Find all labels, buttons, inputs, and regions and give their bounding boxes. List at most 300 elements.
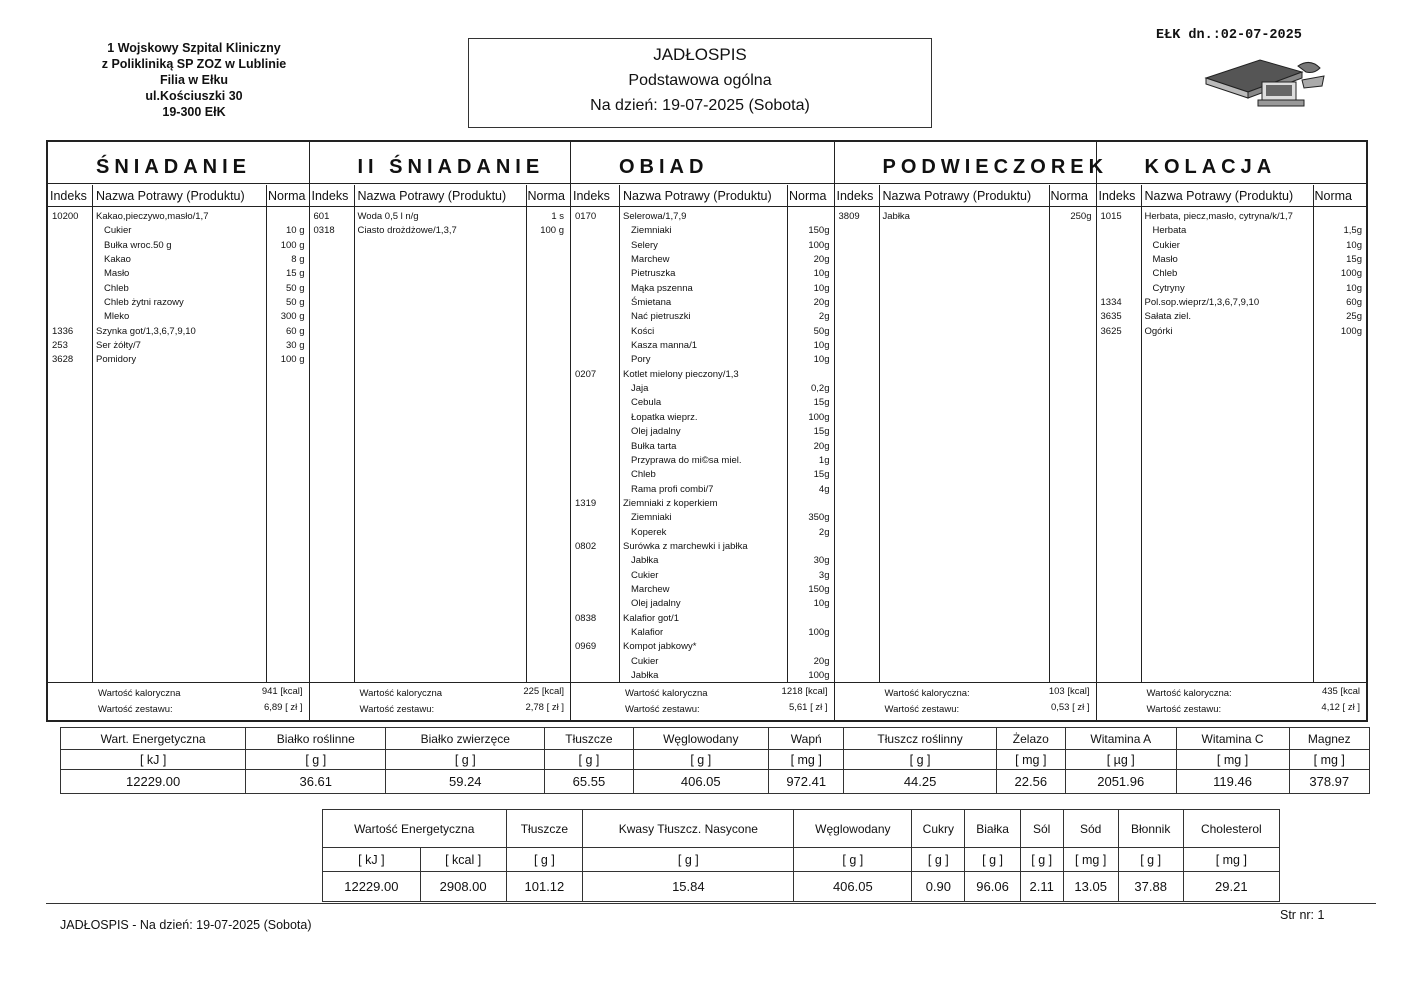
column-divider [879,185,880,682]
bottom-divider [46,903,1376,904]
item-index: 601 [313,211,330,222]
item-name: Kalafior got/1 [623,612,679,624]
item-norm: 3g [818,569,830,581]
item-name: Kasza manna/1 [631,340,698,352]
item-name: Mąka pszenna [631,282,693,294]
nutrition1-units [61,750,1370,770]
list-item [310,210,571,224]
item-name: Ogórki [1144,325,1173,337]
item-index: 1336 [52,325,74,337]
list-item [571,640,834,654]
list-item [571,626,834,640]
list-item [48,267,309,281]
hospital-line: Filia w Ełku [159,73,229,87]
meal-sniadanie [48,142,310,720]
item-norm: 50 g [286,297,305,309]
column-headers [1097,185,1366,207]
item-norm: 300 g [280,311,305,323]
nutrient-unit: [ g ] [633,750,768,770]
nutrient-unit: [ g ] [583,848,794,872]
list-item [1097,310,1366,324]
item-norm: 60g [1346,297,1362,309]
item-name: Cebula [631,397,662,409]
header-norm: Norma [1050,189,1089,203]
item-name: Olej jadalny [631,426,681,438]
item-norm: 150g [808,583,830,595]
item-norm: 20g [813,254,830,266]
item-norm: 2g [818,526,830,538]
cost-value: 4,12 [ zł ] [1321,702,1360,713]
list-item [1097,224,1366,238]
calorie-label: Wartość kaloryczna [625,688,708,699]
item-norm: 10g [813,340,830,352]
meal-obiad [571,142,835,720]
list-item [571,210,834,224]
nutrient-value: 12229.00 [61,770,246,794]
nutrient-unit: [ µg ] [1065,750,1176,770]
nutrient-unit: [ mg ] [1289,750,1369,770]
nutrient-value: 37.88 [1118,872,1183,902]
item-index: 10200 [52,211,79,222]
column-headers [310,185,571,207]
item-name: Ziemniaki [631,512,672,524]
list-item [571,440,834,454]
item-name: Ziemniaki [631,225,672,237]
nutrient-header: Tłuszcz roślinny [844,728,996,750]
item-name: Surówka z marchewki i jabłka [623,540,748,552]
nutrient-unit: [ g ] [506,848,583,872]
nutrient-value: 36.61 [246,770,386,794]
list-item [571,569,834,583]
item-norm: 10g [813,268,830,280]
calorie-value: 435 [kcal [1321,686,1360,697]
list-item [1097,296,1366,310]
calorie-label: Wartość kaloryczna: [1146,688,1232,699]
list-item [571,540,834,554]
calorie-value: 225 [kcal] [523,686,564,697]
menu-date: Na dzień: 19-07-2025 (Sobota) [590,97,810,114]
nutrient-unit: [ kJ ] [323,848,421,872]
nutrient-unit: [ mg ] [769,750,844,770]
column-divider [526,185,527,682]
list-item [48,282,309,296]
item-name: Bułka tarta [631,440,677,452]
item-name: Chleb [104,282,129,294]
nutrient-unit: [ kJ ] [61,750,246,770]
list-item [1097,282,1366,296]
list-item [571,497,834,511]
cost-value: 2,78 [ zł ] [525,702,564,713]
nutrient-header: Błonnik [1118,810,1183,848]
nutrient-header: Węglowodany [633,728,768,750]
item-name: Pol.sop.wieprz/1,3,6,7,9,10 [1144,297,1260,309]
item-name: Śmietana [631,297,672,309]
header-norm: Norma [1314,189,1353,203]
item-name: Selery [631,239,658,251]
list-item [571,339,834,353]
item-name: Cytryny [1152,282,1185,294]
item-name: Sałata ziel. [1144,311,1191,323]
item-name: Herbata, piecz,masło, cytryna/k/1,7 [1144,211,1293,222]
nutrient-unit: [ g ] [912,848,965,872]
item-norm: 1,5g [1343,225,1362,237]
item-name: Kalafior [631,626,664,638]
nutrient-value: 13.05 [1063,872,1118,902]
item-name: Przyprawa do mi©sa miel. [631,454,742,466]
meal-summary [1097,682,1366,720]
print-date: EŁK dn.:02-07-2025 [1156,28,1302,43]
list-item [48,210,309,224]
cost-label: Wartość zestawu: [359,704,435,715]
meal-summary [48,682,309,720]
item-norm: 150g [808,225,830,237]
header-name: Nazwa Potrawy (Produktu) [1144,189,1294,203]
item-name: Koperek [631,526,667,538]
cost-value: 0,53 [ zł ] [1050,702,1090,713]
calorie-value: 941 [kcal] [261,686,303,697]
header-norm: Norma [789,189,827,203]
list-item [571,468,834,482]
item-norm: 50 g [286,282,305,294]
item-name: Ser żółty/7 [96,340,141,352]
nutrient-header: Magnez [1289,728,1369,750]
item-name: Ziemniaki z koperkiem [623,497,718,509]
cost-value: 5,61 [ zł ] [788,702,828,713]
item-name: Kompot jabkowy* [623,641,697,653]
nutrient-header: Białko zwierzęce [386,728,545,750]
list-item [571,224,834,238]
item-name: Cukier [631,655,659,667]
item-list [310,210,571,239]
item-norm: 100g [808,626,830,638]
calorie-label: Wartość kaloryczna: [884,688,970,699]
item-norm: 15g [1346,254,1362,266]
item-name: Rama profi combi/7 [631,483,714,495]
list-item [571,511,834,525]
cost-label: Wartość zestawu: [98,704,173,715]
list-item [571,296,834,310]
header-index: Indeks [1098,189,1136,203]
nutrient-value: 65.55 [545,770,633,794]
item-index: 3635 [1100,311,1122,323]
item-index: 0802 [575,540,597,552]
nutrient-unit: [ g ] [1118,848,1183,872]
nutrient-header: Tłuszcze [506,810,583,848]
column-headers [835,185,1096,207]
nutrient-unit: [ g ] [1020,848,1063,872]
item-name: Pietruszka [631,268,676,280]
nutrient-header: Cukry [912,810,965,848]
nutrient-value: 2.11 [1020,872,1063,902]
item-name: Kakao,pieczywo,masło/1,7 [96,211,209,222]
item-norm: 100g [1340,268,1362,280]
nutrient-unit: [ g ] [386,750,545,770]
cost-label: Wartość zestawu: [884,704,960,715]
nutrient-value: 29.21 [1183,872,1279,902]
calorie-label: Wartość kaloryczna [98,688,181,699]
meal-podwieczorek [835,142,1109,720]
item-norm: 8 g [291,254,305,266]
item-norm: 30 g [286,340,305,352]
list-item [571,353,834,367]
item-norm: 15g [813,397,830,409]
nutrient-value: 101.12 [506,872,583,902]
item-name: Masło [1152,254,1178,266]
item-index: 3625 [1100,325,1122,337]
nutrient-value: 2051.96 [1065,770,1176,794]
list-item [48,253,309,267]
nutrient-header: Kwasy Tłuszcz. Nasycone [583,810,794,848]
header-index: Indeks [311,189,349,203]
nutrient-unit: [ kcal ] [420,848,506,872]
item-name: Herbata [1152,225,1187,237]
item-name: Selerowa/1,7,9 [623,211,687,222]
meal-drugie-sniadanie [310,142,572,720]
calorie-value: 1218 [kcal] [781,686,828,697]
nutrient-unit: [ g ] [844,750,996,770]
item-norm: 60 g [286,325,305,337]
item-norm: 100 g [540,225,564,237]
item-norm: 10g [813,598,830,610]
item-index: 0969 [575,641,597,653]
item-norm: 100g [808,670,830,681]
nutrition1-values [61,770,1370,794]
item-norm: 15g [813,469,830,481]
nutrient-value: 59.24 [386,770,545,794]
list-item [571,368,834,382]
nutrient-header: Sól [1020,810,1063,848]
item-name: Łopatka wieprz. [631,411,698,423]
header-name: Nazwa Potrawy (Produktu) [882,189,1032,203]
list-item [571,253,834,267]
nutrient-value: 15.84 [583,872,794,902]
nutrition-table-1 [60,727,1370,794]
column-divider [1049,185,1050,682]
item-name: Woda 0,5 l n/g [357,211,419,222]
list-item [571,382,834,396]
nutrient-value: 972.41 [769,770,844,794]
list-item [48,296,309,310]
item-name: Pory [631,354,651,366]
nutrition2-values [323,872,1280,902]
list-item [571,239,834,253]
meal-title: OBIAD [571,142,834,184]
meal-title: II ŚNIADANIE [310,142,571,184]
item-name: Jabłka [631,670,659,681]
header-index: Indeks [50,189,87,203]
list-item [1097,267,1366,281]
item-norm: 1g [818,454,830,466]
nutrient-value: 12229.00 [323,872,421,902]
list-item [571,454,834,468]
item-name: Marchew [631,583,670,595]
item-norm: 4g [818,483,830,495]
nutrient-header: Białko roślinne [246,728,386,750]
nutrient-header: Witamina A [1065,728,1176,750]
item-index: 3809 [838,211,860,222]
nutrient-value: 406.05 [633,770,768,794]
list-item [1097,239,1366,253]
item-norm: 20g [813,440,830,452]
nutrient-value: 96.06 [965,872,1020,902]
item-name: Pomidory [96,354,137,366]
list-item [48,339,309,353]
nutrition1-headers [61,728,1370,750]
list-item [1097,210,1366,224]
item-list [571,210,834,683]
header-name: Nazwa Potrawy (Produktu) [623,189,772,203]
column-headers [48,185,309,207]
nutrient-value: 406.05 [794,872,912,902]
list-item [48,353,309,367]
nutrient-header: Wart. Energetyczna [61,728,246,750]
item-name: Jabłka [631,555,659,567]
item-name: Olej jadalny [631,598,681,610]
list-item [571,597,834,611]
header-index: Indeks [573,189,610,203]
item-norm: 50g [813,325,830,337]
item-norm: 20g [813,655,830,667]
item-name: Chleb [1152,268,1178,280]
item-name: Cukier [104,225,132,237]
meal-summary [571,682,834,720]
item-norm: 100g [1340,325,1362,337]
nutrition2-units [323,848,1280,872]
nutrient-value: 22.56 [996,770,1065,794]
item-name: Chleb żytni razowy [104,297,184,309]
nutrient-header: Tłuszcze [545,728,633,750]
item-list [48,210,309,368]
list-item [571,267,834,281]
nutrient-unit: [ g ] [545,750,633,770]
calorie-label: Wartość kaloryczna [359,688,443,699]
item-index: 3628 [52,354,74,366]
hospital-line: ul.Kościuszki 30 [145,89,243,103]
item-name: Bułka wroc.50 g [104,239,172,251]
item-name: Kakao [104,254,131,266]
item-name: Masło [104,268,130,280]
list-item [1097,325,1366,339]
cost-label: Wartość zestawu: [1146,704,1222,715]
meal-title: PODWIECZOREK [835,142,1096,184]
item-norm: 20g [813,297,830,309]
meal-summary [310,682,571,720]
list-item [571,396,834,410]
item-norm: 0,2g [811,383,830,395]
nutrient-header: Żelazo [996,728,1065,750]
item-name: Chleb [631,469,656,481]
item-name: Kości [631,325,655,337]
item-norm: 15g [813,426,830,438]
nutrient-value: 2908.00 [420,872,506,902]
list-item [48,325,309,339]
item-norm: 25g [1346,311,1362,323]
column-divider [354,185,355,682]
nutrient-value: 0.90 [912,872,965,902]
item-norm: 100 g [280,239,305,251]
item-norm: 350g [808,512,830,524]
list-item [571,612,834,626]
item-list [1097,210,1366,339]
nutrient-unit: [ mg ] [1183,848,1279,872]
item-norm: 15 g [286,268,305,280]
list-item [571,310,834,324]
cost-label: Wartość zestawu: [625,704,700,715]
item-name: Szynka got/1,3,6,7,9,10 [96,325,196,337]
list-item [571,325,834,339]
page-footer-title: JADŁOSPIS - Na dzień: 19-07-2025 (Sobota) [60,918,312,932]
item-norm: 250g [1070,211,1092,222]
item-norm: 10g [813,354,830,366]
nutrition2-headers [323,810,1280,848]
item-index: 0838 [575,612,597,624]
hospital-line: z Polikliniką SP ZOZ w Lublinie [101,57,287,71]
list-item [571,655,834,669]
hospital-line: 1 Wojskowy Szpital Kliniczny [107,41,281,55]
list-item [571,282,834,296]
meal-title: ŚNIADANIE [48,142,309,184]
nutrient-header: Węglowodany [794,810,912,848]
item-norm: 10 g [286,225,305,237]
item-name: Marchew [631,254,670,266]
nutrient-value: 44.25 [844,770,996,794]
nutrient-header: Sód [1063,810,1118,848]
item-norm: 10g [813,282,830,294]
header-name: Nazwa Potrawy (Produktu) [96,189,245,203]
item-norm: 2g [818,311,830,323]
nutrient-unit: [ mg ] [996,750,1065,770]
nutrient-unit: [ g ] [965,848,1020,872]
calorie-value: 103 [kcal] [1048,686,1090,697]
nutrient-header: Witamina C [1176,728,1289,750]
list-item [48,224,309,238]
item-norm: 100 g [280,354,305,366]
header-norm: Norma [268,189,306,203]
document-title: JADŁOSPIS [653,45,747,64]
nutrient-unit: [ mg ] [1063,848,1118,872]
list-item [571,483,834,497]
item-index: 0170 [575,211,597,222]
diet-type: Podstawowa ogólna [628,72,772,89]
hospital-line: 19-300 EłK [162,105,226,119]
item-norm: 10g [1346,282,1362,294]
page-number: Str nr: 1 [1280,908,1325,922]
cost-value: 6,89 [ zł ] [263,702,303,713]
item-norm: 100g [808,239,830,251]
item-name: Jabłka [882,211,910,222]
item-name: Jaja [631,383,649,395]
item-name: Mleko [104,311,130,323]
title-box [468,38,932,128]
list-item [310,224,571,238]
item-index: 253 [52,340,68,352]
book-computer-logo-icon [1198,52,1328,112]
list-item [835,210,1096,224]
item-index: 0207 [575,368,597,380]
nutrient-header: Wartość Energetyczna [323,810,507,848]
item-norm: 1 s [551,211,564,222]
list-item [1097,253,1366,267]
item-index: 1334 [1100,297,1122,309]
item-name: Ciasto drożdżowe/1,3,7 [357,225,457,237]
item-norm: 100g [808,411,830,423]
item-index: 1319 [575,497,597,509]
nutrient-value: 378.97 [1289,770,1369,794]
list-item [571,411,834,425]
list-item [48,239,309,253]
column-headers [571,185,834,207]
nutrient-unit: [ mg ] [1176,750,1289,770]
